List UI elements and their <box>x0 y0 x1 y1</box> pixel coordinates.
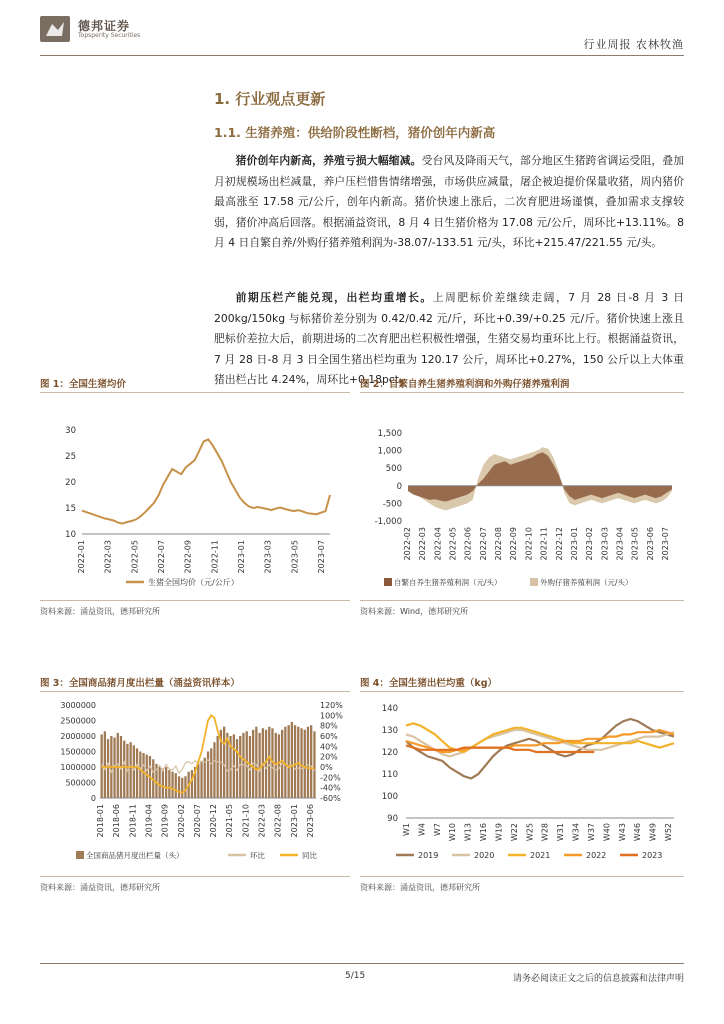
y-tick-label: 500000 <box>65 778 96 788</box>
bar <box>200 761 202 798</box>
x-tick-label: 2022-02 <box>403 527 412 561</box>
y-tick-label: 130 <box>381 726 398 736</box>
y-tick-label: 1,000 <box>377 446 402 457</box>
legend-swatch <box>530 578 538 586</box>
bar <box>159 767 161 798</box>
x-tick-label: 2022-10 <box>524 527 534 561</box>
bar <box>136 748 138 798</box>
legend-label: 2023 <box>642 851 663 860</box>
x-tick-label: W31 <box>556 823 566 842</box>
x-tick-label: 2022-04 <box>433 527 443 561</box>
bar <box>191 770 193 798</box>
legend-label: 环比 <box>250 851 265 860</box>
bar <box>104 731 106 798</box>
bar <box>259 733 261 798</box>
legend-label: 2021 <box>530 851 551 860</box>
figure-2-source: 资料来源：Wind，德邦研究所 <box>360 607 469 616</box>
bar <box>246 731 248 798</box>
report-type: 行业周报 农林牧渔 <box>583 38 684 51</box>
price-line <box>82 439 330 523</box>
legend-swatch <box>384 578 392 586</box>
x-tick-label: 2023-01 <box>289 804 299 838</box>
y-tick-label: 10 <box>65 530 76 540</box>
chart-avg-price <box>40 396 350 596</box>
paragraph-lead: 猪价创年内新高，养殖亏损大幅缩减。 <box>235 154 422 167</box>
y-tick-label: 2000000 <box>60 732 96 741</box>
legend-label: 2019 <box>418 851 439 860</box>
y-tick-label: 2500000 <box>60 716 96 726</box>
figure-divider <box>40 392 350 393</box>
bar <box>165 767 167 798</box>
x-tick-label: 2023-06 <box>306 804 315 838</box>
y2-tick-label: 0% <box>320 763 333 772</box>
footer-divider <box>40 963 684 964</box>
y-tick-label: 90 <box>387 814 398 824</box>
x-tick-label: W52 <box>664 823 673 842</box>
bar <box>268 727 270 798</box>
company-name: 德邦证券 <box>78 19 131 33</box>
x-tick-label: W37 <box>586 823 596 842</box>
bar <box>107 739 109 798</box>
x-tick-label: 2022-05 <box>130 540 140 574</box>
bar <box>217 736 219 798</box>
bar <box>288 725 290 798</box>
y2-tick-label: 40% <box>320 742 338 752</box>
weight-line-2021 <box>406 723 674 752</box>
y-tick-label: 500 <box>385 464 402 475</box>
disclaimer: 请务必阅读正文之后的信息披露和法律声明 <box>512 974 684 984</box>
x-tick-label: 2021-05 <box>225 804 235 838</box>
x-tick-label: 2022-07 <box>478 527 488 561</box>
self-breeding-profit-area <box>408 452 672 501</box>
bar <box>304 730 306 798</box>
bar <box>210 748 212 798</box>
x-tick-label: 2022-08 <box>273 804 283 838</box>
legend-label: 同比 <box>302 851 317 860</box>
legend-label: 全国商品猪月度出栏量（头） <box>86 851 184 860</box>
y-tick-label: -500 <box>382 499 402 510</box>
paragraph-price <box>214 151 684 254</box>
bar <box>204 758 206 798</box>
x-tick-label: W43 <box>617 823 627 842</box>
bar <box>213 742 215 798</box>
bar <box>139 752 141 799</box>
figure-divider <box>40 600 350 601</box>
legend-label: 2020 <box>474 851 495 860</box>
x-tick-label: W4 <box>417 823 427 836</box>
x-tick-label: W34 <box>571 823 581 842</box>
figure-3-title: 图 3：全国商品猪月度出栏量（涌益资讯样本） <box>40 678 240 689</box>
chart-avg-weight <box>360 693 684 873</box>
header-divider <box>40 55 684 56</box>
y-tick-label: -1,000 <box>374 517 402 527</box>
figure-1-title: 图 1：全国生猪均价 <box>40 379 126 390</box>
figure-divider <box>360 876 684 877</box>
figure-divider <box>40 691 350 692</box>
x-tick-label: W10 <box>448 823 458 842</box>
x-tick-label: 2022-08 <box>494 527 504 561</box>
y2-tick-label: -20% <box>320 773 341 783</box>
x-tick-label: 2018-01 <box>96 804 105 838</box>
figure-1-source: 资料来源：涌益资讯，德邦研究所 <box>40 607 160 616</box>
x-tick-label: 2023-05 <box>630 527 640 561</box>
x-tick-label: 2023-07 <box>317 540 326 574</box>
legend-label: 2022 <box>586 851 607 860</box>
y-tick-label: 1500000 <box>60 747 96 757</box>
x-tick-label: W46 <box>633 823 643 842</box>
bar <box>275 733 277 798</box>
y2-tick-label: 80% <box>320 721 338 731</box>
page-number: 5/15 <box>345 971 366 981</box>
x-tick-label: W19 <box>494 823 504 842</box>
figure-2-title: 图 2：自繁自养生猪养殖利润和外购仔猪养殖利润 <box>360 379 570 390</box>
paragraph-body: 上周肥标价差继续走阔，7 月 28 日-8 月 3 日 200kg/150kg 与标猪价差分别为 0.42/0.42 元/斤，环比+0.39/+0.25 元/斤。猪价快速上涨且肥标价差拉大后，前期进场的二次育肥出栏积极性增强，生猪交易均重环比上行。根据涌益资讯，7 月 28 日-8 月 3 日全国生猪出栏均重为 120.17 公斤，周环比+0.27%，150 公斤以上大体重猪出栏占比 4.24%，周环比+0.18pct。 <box>214 291 684 386</box>
x-tick-label: W28 <box>540 823 550 842</box>
x-tick-label: 2022-09 <box>183 540 193 574</box>
x-tick-label: 2022-12 <box>554 527 564 561</box>
legend-label: 生猪全国均价（元/公斤） <box>148 578 239 587</box>
bar <box>181 778 183 798</box>
subsection-heading: 1.1. 生猪养殖：供给阶段性断档，猪价创年内新高 <box>214 125 496 140</box>
bar <box>313 731 315 798</box>
x-tick-label: 2022-03 <box>418 527 428 561</box>
y-tick-label: 30 <box>65 426 76 436</box>
x-tick-label: 2023-06 <box>645 527 655 561</box>
x-tick-label: 2020-02 <box>176 804 186 838</box>
x-tick-label: 2023-01 <box>237 540 246 574</box>
figure-3-source: 资料来源：涌益资讯，德邦研究所 <box>40 883 160 892</box>
x-tick-label: 2022-03 <box>103 540 113 574</box>
bar <box>223 727 225 798</box>
y-tick-label: 100 <box>381 792 398 802</box>
y-tick-label: 3000000 <box>60 701 96 710</box>
y-tick-label: 120 <box>381 748 398 758</box>
y2-tick-label: 120% <box>320 701 343 710</box>
bar <box>207 752 209 799</box>
y-tick-label: 110 <box>381 770 398 780</box>
y-tick-label: 0 <box>396 481 402 492</box>
x-tick-label: 2018-11 <box>128 804 138 838</box>
x-tick-label: 2022-09 <box>509 527 519 561</box>
bar <box>255 727 257 798</box>
chart-monthly-slaughter <box>40 693 350 873</box>
x-tick-label: 2020-07 <box>192 804 202 838</box>
x-tick-label: 2022-03 <box>257 804 267 838</box>
x-tick-label: 2022-01 <box>77 540 86 574</box>
y-tick-label: 20 <box>65 478 76 488</box>
bar <box>142 753 144 798</box>
bar <box>294 725 296 798</box>
figure-divider <box>360 600 684 601</box>
bar <box>123 741 125 798</box>
y2-tick-label: -60% <box>320 794 341 803</box>
x-tick-label: 2023-03 <box>263 540 273 574</box>
figure-divider <box>40 876 350 877</box>
company-name-en: Topsperity Securities <box>78 32 141 39</box>
x-tick-label: 2023-03 <box>600 527 610 561</box>
bar <box>310 725 312 798</box>
y-tick-label: 140 <box>381 704 398 714</box>
y-tick-label: 25 <box>65 452 76 462</box>
x-tick-label: 2018-06 <box>112 804 122 838</box>
bar <box>300 728 302 798</box>
bar <box>162 769 164 799</box>
legend-label: 外购仔猪养殖利润（元/头） <box>540 578 633 587</box>
x-tick-label: 2023-07 <box>661 527 670 561</box>
x-tick-label: 2023-05 <box>290 540 300 574</box>
x-tick-label: 2022-11 <box>539 527 549 561</box>
x-tick-label: 2022-06 <box>463 527 473 561</box>
bar <box>168 770 170 798</box>
x-tick-label: W16 <box>479 823 489 842</box>
x-tick-label: W25 <box>525 823 535 842</box>
legend-swatch <box>76 851 84 859</box>
x-tick-label: W49 <box>648 823 658 842</box>
bar <box>197 764 199 798</box>
bar <box>130 742 132 798</box>
bar <box>291 722 293 798</box>
section-heading: 1. 行业观点更新 <box>214 90 326 108</box>
bar <box>265 730 267 798</box>
x-tick-label: 2022-05 <box>448 527 458 561</box>
x-tick-label: 2021-10 <box>241 804 251 838</box>
chart-breeding-profit <box>360 396 684 596</box>
y-tick-label: 1000000 <box>60 763 96 772</box>
x-tick-label: 2020-12 <box>209 804 219 838</box>
logo-emblem-icon <box>40 16 70 42</box>
paragraph-body: 受台风及降雨天气，部分地区生猪跨省调运受阻，叠加月初规模场出栏减量，养户压栏惜售情绪增强，市场供应减量，屠企被迫提价保量收猪，周内猪价最高涨至 17.58 元/公斤，创年内新高。猪价快速上涨后，二次育肥进场谨慎，叠加需求支撑较弱，猪价冲高后回落。根据涌益资讯，8 月 4 日生猪价格为 17.08 元/公斤，周环比+13.11%。8 月 4 日自繁自养/外购仔猪养殖利润为-38.07/-133.51 元/头，环比+215.47/221.55 元/头。 <box>214 154 684 249</box>
figure-4-title: 图 4：全国生猪出栏均重（kg） <box>360 678 498 689</box>
bar <box>171 772 173 798</box>
x-tick-label: W22 <box>509 823 519 842</box>
bar <box>175 773 177 798</box>
bar <box>184 776 186 798</box>
paragraph-lead: 前期压栏产能兑现，出栏均重增长。 <box>235 291 433 304</box>
figure-divider <box>360 392 684 393</box>
y2-tick-label: 100% <box>320 711 343 721</box>
x-tick-label: 2019-04 <box>144 804 154 838</box>
y-tick-label: 0 <box>90 794 96 803</box>
y2-tick-label: 20% <box>320 752 338 762</box>
x-tick-label: 2019-09 <box>160 804 170 838</box>
figure-4-source: 资料来源：涌益资讯，德邦研究所 <box>360 883 480 892</box>
bar <box>307 727 309 798</box>
y-tick-label: 1,500 <box>377 429 402 439</box>
legend-label: 自繁自养生猪养殖利润（元/头） <box>394 578 502 587</box>
company-logo <box>40 16 70 42</box>
x-tick-label: W13 <box>463 823 473 842</box>
x-tick-label: 2022-11 <box>210 540 220 574</box>
bar <box>133 745 135 798</box>
y2-tick-label: 60% <box>320 732 338 741</box>
y-tick-label: 15 <box>65 504 76 514</box>
x-tick-label: W40 <box>602 823 612 842</box>
x-tick-label: 2022-07 <box>157 540 166 574</box>
x-tick-label: 2023-01 <box>569 527 579 561</box>
x-tick-label: 2023-02 <box>585 527 595 561</box>
figure-divider <box>360 691 684 692</box>
x-tick-label: W1 <box>402 823 411 836</box>
bar <box>178 776 180 798</box>
x-tick-label: W7 <box>432 823 442 836</box>
x-tick-label: 2023-04 <box>615 527 625 561</box>
y2-tick-label: -40% <box>320 783 341 793</box>
